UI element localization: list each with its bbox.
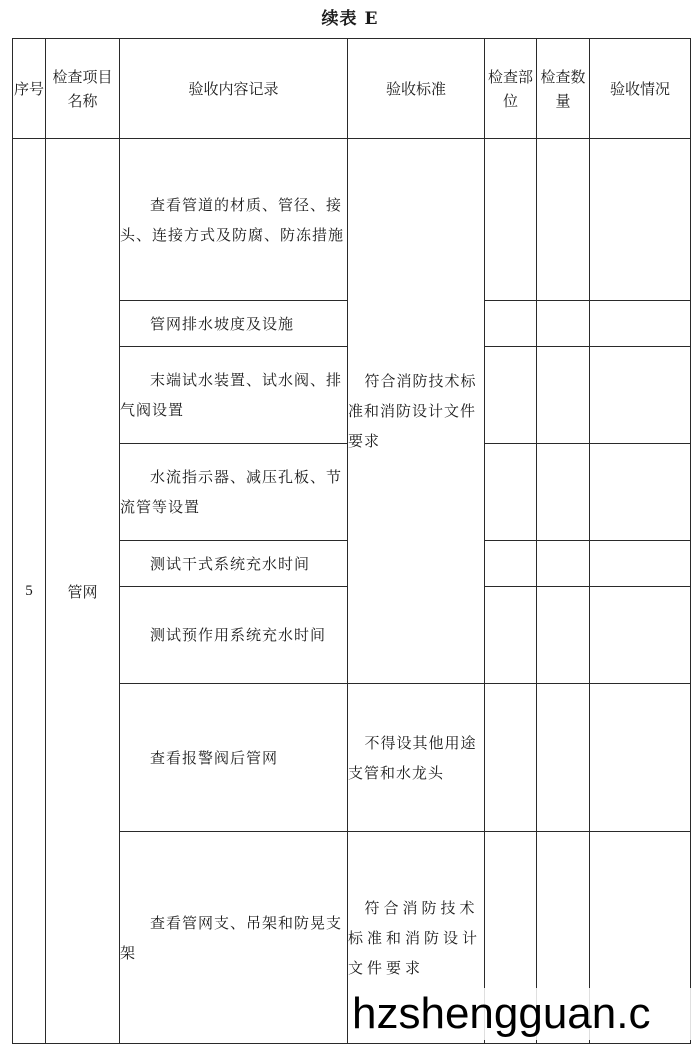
page-title: 续表 E xyxy=(321,9,379,29)
location-cell xyxy=(485,139,537,301)
standard-cell: 不得设其他用途支管和水龙头 xyxy=(348,684,485,832)
header-row xyxy=(13,39,691,139)
item-cell: 测试干式系统充水时间 xyxy=(120,541,348,587)
table-row xyxy=(13,139,691,301)
location-cell xyxy=(485,347,537,444)
header-seq: 序号 xyxy=(13,39,46,139)
result-cell xyxy=(590,347,691,444)
header-result: 验收情况 xyxy=(590,39,691,139)
item-cell: 测试预作用系统充水时间 xyxy=(120,587,348,684)
result-cell xyxy=(590,139,691,301)
standard-cell: 符合消防技术标准和消防设计文件要求 xyxy=(348,832,485,1044)
location-cell xyxy=(485,587,537,684)
result-cell xyxy=(590,444,691,541)
location-cell xyxy=(485,444,537,541)
result-cell xyxy=(590,587,691,684)
quantity-cell xyxy=(537,684,590,832)
row-seq: 5 xyxy=(13,139,46,1044)
quantity-cell xyxy=(537,301,590,347)
quantity-cell xyxy=(537,139,590,301)
quantity-cell xyxy=(537,587,590,684)
result-cell xyxy=(590,684,691,832)
result-cell xyxy=(590,301,691,347)
location-cell xyxy=(485,301,537,347)
result-cell xyxy=(590,541,691,587)
location-cell xyxy=(485,684,537,832)
location-cell xyxy=(485,541,537,587)
item-cell: 末端试水装置、试水阀、排气阀设置 xyxy=(120,347,348,444)
standard-cell: 符合消防技术标准和消防设计文件要求 xyxy=(348,139,485,684)
item-cell: 水流指示器、减压孔板、节流管等设置 xyxy=(120,444,348,541)
header-content: 验收内容记录 xyxy=(120,39,348,139)
row-name: 管网 xyxy=(46,139,120,1044)
header-quantity: 检查数量 xyxy=(537,39,590,139)
item-cell: 管网排水坡度及设施 xyxy=(120,301,348,347)
quantity-cell xyxy=(537,541,590,587)
header-standard: 验收标准 xyxy=(348,39,485,139)
quantity-cell xyxy=(537,347,590,444)
acceptance-table xyxy=(12,38,691,1044)
header-item-name: 检查项目名称 xyxy=(46,39,120,139)
item-cell: 查看管网支、吊架和防晃支架 xyxy=(120,832,348,1044)
quantity-cell xyxy=(537,444,590,541)
watermark: hzshengguan.c xyxy=(352,988,700,1040)
item-cell: 查看管道的材质、管径、接头、连接方式及防腐、防冻措施 xyxy=(120,139,348,301)
item-cell: 查看报警阀后管网 xyxy=(120,684,348,832)
header-location: 检查部位 xyxy=(485,39,537,139)
